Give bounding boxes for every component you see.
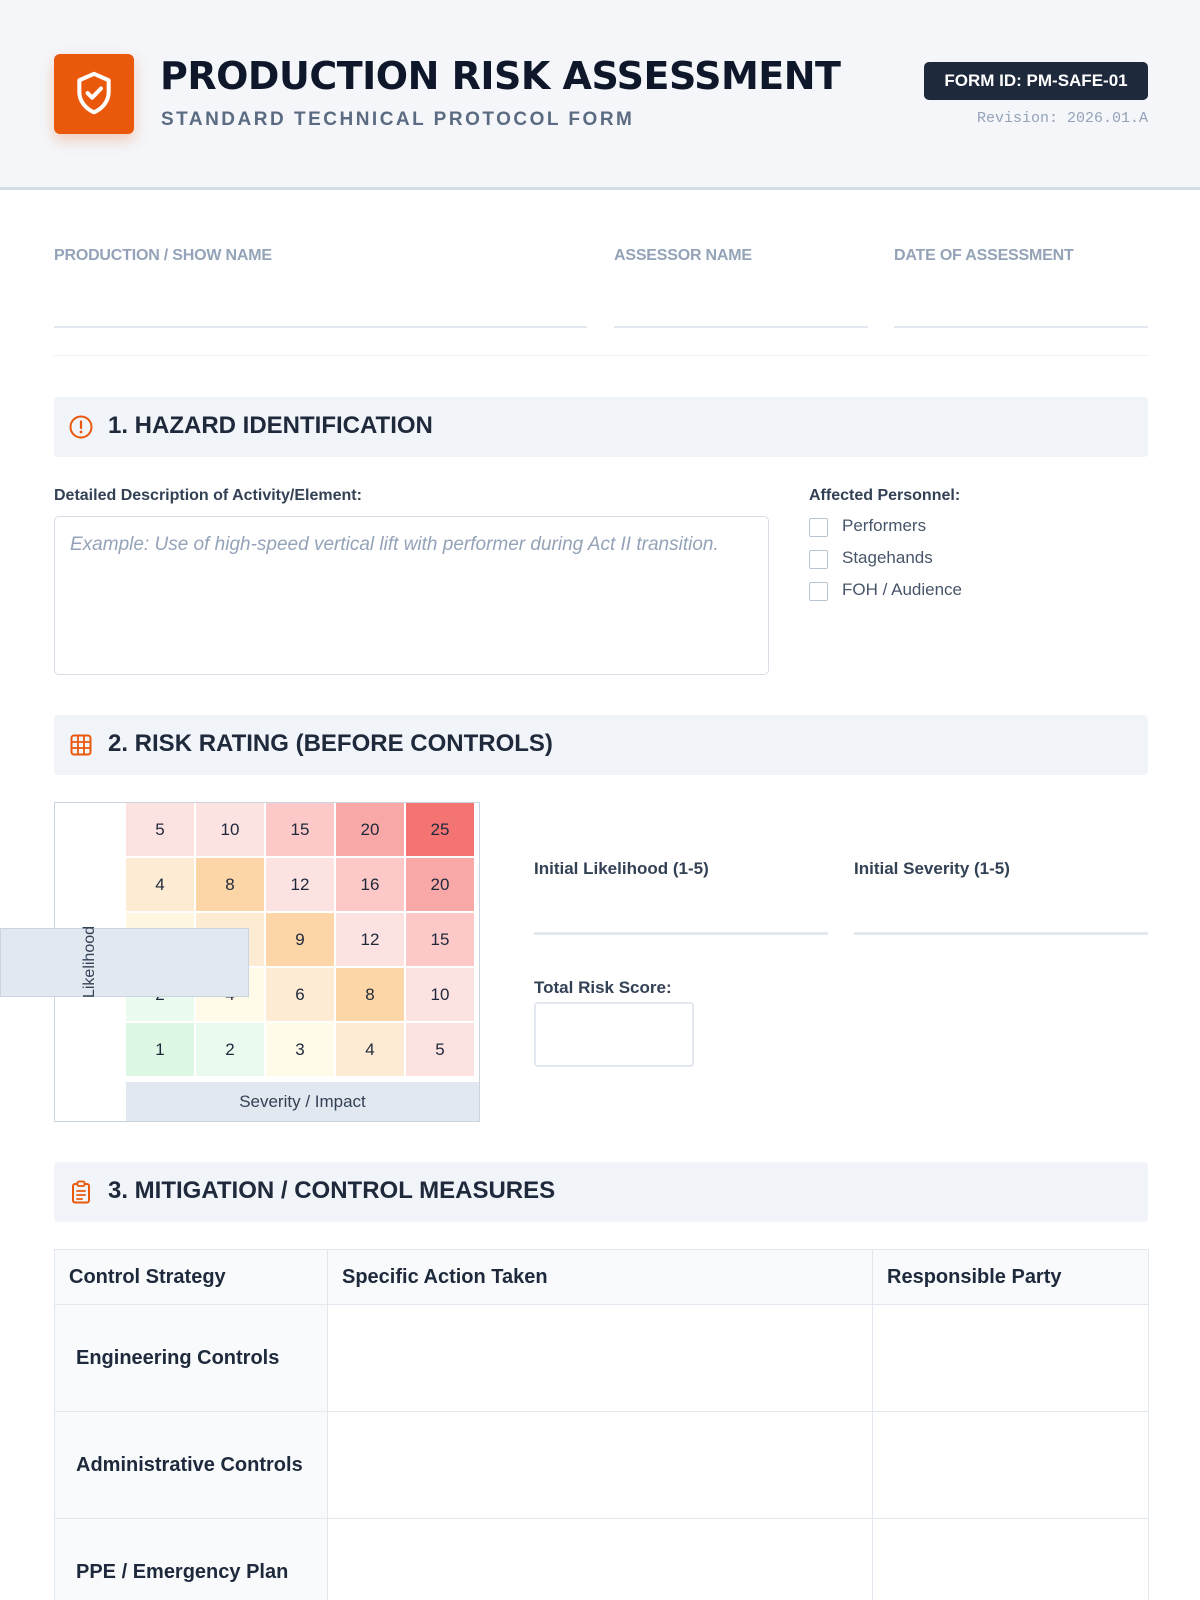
assessor-name-label: ASSESSOR NAME <box>614 247 752 264</box>
control-strategy-cell: PPE / Emergency Plan <box>55 1519 328 1600</box>
risk-matrix-cell: 4 <box>336 1023 404 1076</box>
risk-matrix-cell: 15 <box>266 803 334 856</box>
assessor-name-field[interactable] <box>614 326 868 328</box>
responsible-party-cell[interactable] <box>873 1412 1149 1519</box>
section-hazard-identification <box>54 397 1148 457</box>
column-header: Responsible Party <box>873 1250 1149 1305</box>
initial-likelihood-label: Initial Likelihood (1-5) <box>534 859 709 878</box>
risk-matrix-cell: 10 <box>406 968 474 1021</box>
risk-matrix-cell: 2 <box>196 1023 264 1076</box>
checkbox-label: Performers <box>842 516 927 535</box>
responsible-party-cell[interactable] <box>873 1519 1149 1600</box>
meta-divider <box>54 355 1148 356</box>
production-name-label: PRODUCTION / SHOW NAME <box>54 247 272 264</box>
checkbox-label: FOH / Audience <box>842 580 963 599</box>
affected-personnel-label: Affected Personnel: <box>809 487 961 504</box>
total-risk-score-label: Total Risk Score: <box>534 978 672 997</box>
specific-action-cell[interactable] <box>328 1305 873 1412</box>
checkbox[interactable] <box>809 582 828 601</box>
section-title: 2. RISK RATING (BEFORE CONTROLS) <box>108 730 553 757</box>
total-risk-score-field[interactable] <box>534 1002 694 1067</box>
shield-check-icon <box>72 70 116 118</box>
logo <box>54 54 134 134</box>
specific-action-cell[interactable] <box>328 1412 873 1519</box>
risk-matrix-cell: 20 <box>336 803 404 856</box>
risk-matrix-cell: 1 <box>126 1023 194 1076</box>
risk-matrix-cell: 6 <box>266 968 334 1021</box>
column-header: Specific Action Taken <box>328 1250 873 1305</box>
risk-matrix-cell: 8 <box>336 968 404 1021</box>
section-title: 1. HAZARD IDENTIFICATION <box>108 412 433 439</box>
form-header <box>0 0 1200 190</box>
risk-matrix-cell: 5 <box>126 803 194 856</box>
section-risk-rating <box>54 715 1148 775</box>
checkbox-label: Stagehands <box>842 548 933 567</box>
table-header-row <box>55 1250 1149 1305</box>
risk-matrix-cell: 10 <box>196 803 264 856</box>
production-name-field[interactable] <box>54 326 587 328</box>
risk-matrix-cell: 3 <box>266 1023 334 1076</box>
table-row <box>55 1519 1149 1600</box>
alert-circle-icon <box>68 414 94 440</box>
checkbox[interactable] <box>809 518 828 537</box>
risk-matrix-cell: 25 <box>406 803 474 856</box>
initial-likelihood-field[interactable] <box>534 932 828 935</box>
risk-matrix-cell: 5 <box>406 1023 474 1076</box>
form-id-badge: FORM ID: PM-SAFE-01 <box>924 62 1148 100</box>
risk-matrix-cell: 15 <box>406 913 474 966</box>
responsible-party-cell[interactable] <box>873 1305 1149 1412</box>
risk-matrix-cell: 16 <box>336 858 404 911</box>
column-header: Control Strategy <box>55 1250 328 1305</box>
checkbox[interactable] <box>809 550 828 569</box>
risk-matrix-cell: 12 <box>266 858 334 911</box>
description-label: Detailed Description of Activity/Element: <box>54 487 362 504</box>
risk-matrix-cell: 20 <box>406 858 474 911</box>
risk-matrix-cell: 9 <box>266 913 334 966</box>
grid-icon <box>68 732 94 758</box>
obscuring-overlay <box>0 925 249 999</box>
section-mitigation <box>54 1162 1148 1222</box>
table-row <box>55 1412 1149 1519</box>
clipboard-icon <box>68 1179 94 1205</box>
page-subtitle: STANDARD TECHNICAL PROTOCOL FORM <box>161 109 635 130</box>
table-row <box>55 1305 1149 1412</box>
risk-matrix-cell: 12 <box>336 913 404 966</box>
description-textarea[interactable] <box>54 516 769 675</box>
initial-severity-field[interactable] <box>854 932 1148 935</box>
risk-matrix-cell: 8 <box>196 858 264 911</box>
risk-matrix-cell: 4 <box>126 858 194 911</box>
assessment-date-field[interactable] <box>894 326 1148 328</box>
likelihood-axis-label: Likelihood <box>81 925 98 999</box>
description-placeholder: Example: Use of high-speed vertical lift with performer during Act II transition. <box>70 534 719 555</box>
control-measures-table <box>54 1249 1149 1600</box>
page-title: PRODUCTION RISK ASSESSMENT <box>160 54 841 98</box>
assessment-date-label: DATE OF ASSESSMENT <box>894 247 1074 264</box>
control-strategy-cell: Engineering Controls <box>55 1305 328 1412</box>
initial-severity-label: Initial Severity (1-5) <box>854 859 1010 878</box>
specific-action-cell[interactable] <box>328 1519 873 1600</box>
section-title: 3. MITIGATION / CONTROL MEASURES <box>108 1177 556 1204</box>
severity-axis-label: Severity / Impact <box>126 1082 479 1121</box>
control-strategy-cell: Administrative Controls <box>55 1412 328 1519</box>
revision-label: Revision: 2026.01.A <box>976 110 1148 127</box>
